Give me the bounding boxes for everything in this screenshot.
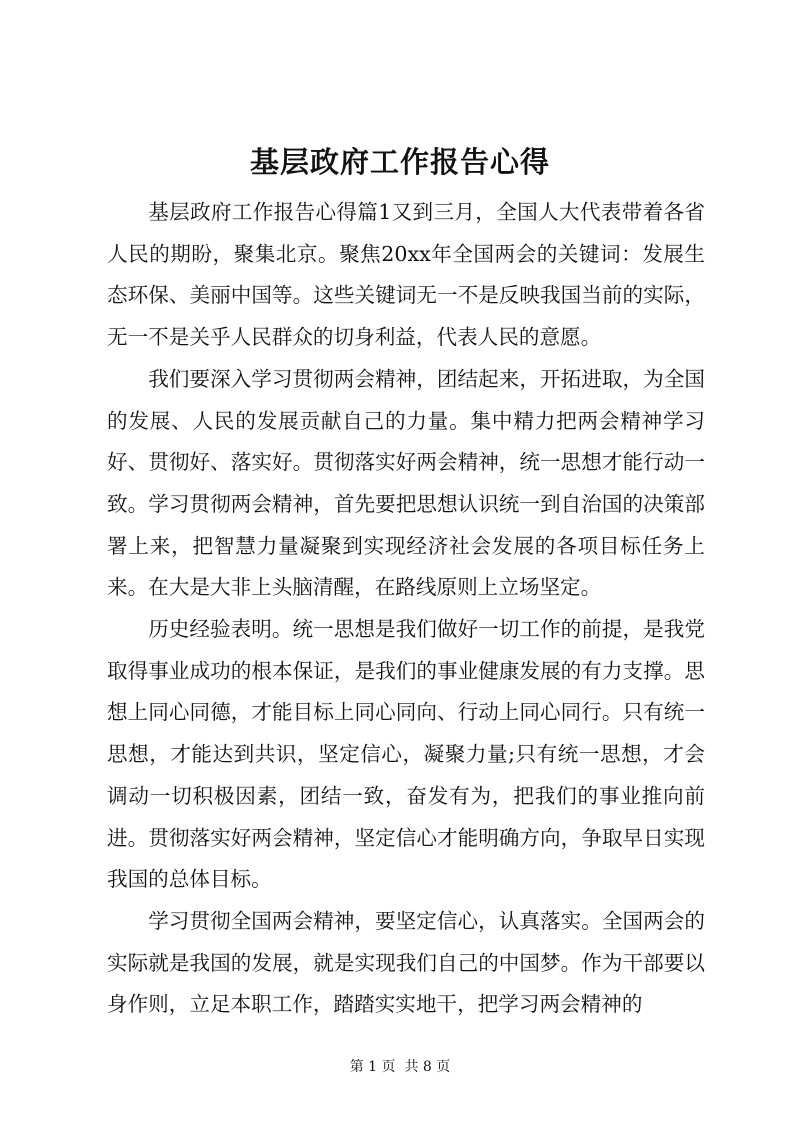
page-number-label: 第 1 页 共 8 页 bbox=[349, 1059, 451, 1075]
paragraph-2: 我们要深入学习贯彻两会精神，团结起来，开拓进取，为全国的发展、人民的发展贡献自己的力量。集中精力把两会精神学习好、贯彻好、落实好。贯彻落实好两会精神，统一思想才能行动一致。学习贯彻两会精神，首先要把思想认识统一到自治国的决策部署上来，把智慧力量凝聚到实现经济社会发展的各项目标任务上来。在大是大非上头脑清醒，在路线原则上立场坚定。 bbox=[107, 366, 705, 600]
page-footer bbox=[0, 1057, 800, 1077]
paragraph-3: 历史经验表明。统一思想是我们做好一切工作的前提，是我党取得事业成功的根本保证，是我们的事业健康发展的有力支撑。思想上同心同德，才能目标上同心同向、行动上同心同行。只有统一思想，才能达到共识，坚定信心，凝聚力量;只有统一思想，才会调动一切积极因素，团结一致，奋发有为，把我们的事业推向前进。贯彻落实好两会精神，坚定信心才能明确方向，争取早日实现我国的总体目标。 bbox=[107, 617, 705, 892]
document-title: 基层政府工作报告心得 bbox=[249, 145, 550, 179]
paragraph-4: 学习贯彻全国两会精神，要坚定信心，认真落实。全国两会的实际就是我国的发展，就是实现我们自己的中国梦。作为干部要以身作则，立足本职工作，踏踏实实地干，把学习两会精神的 bbox=[107, 908, 705, 1017]
paragraph-1: 基层政府工作报告心得篇1又到三月，全国人大代表带着各省人民的期盼，聚集北京。聚焦20xx年全国两会的关键词：发展生态环保、美丽中国等。这些关键词无一不是反映我国当前的实际，无一不是关乎人民群众的切身利益，代表人民的意愿。 bbox=[107, 200, 705, 350]
document-body bbox=[107, 192, 705, 1026]
